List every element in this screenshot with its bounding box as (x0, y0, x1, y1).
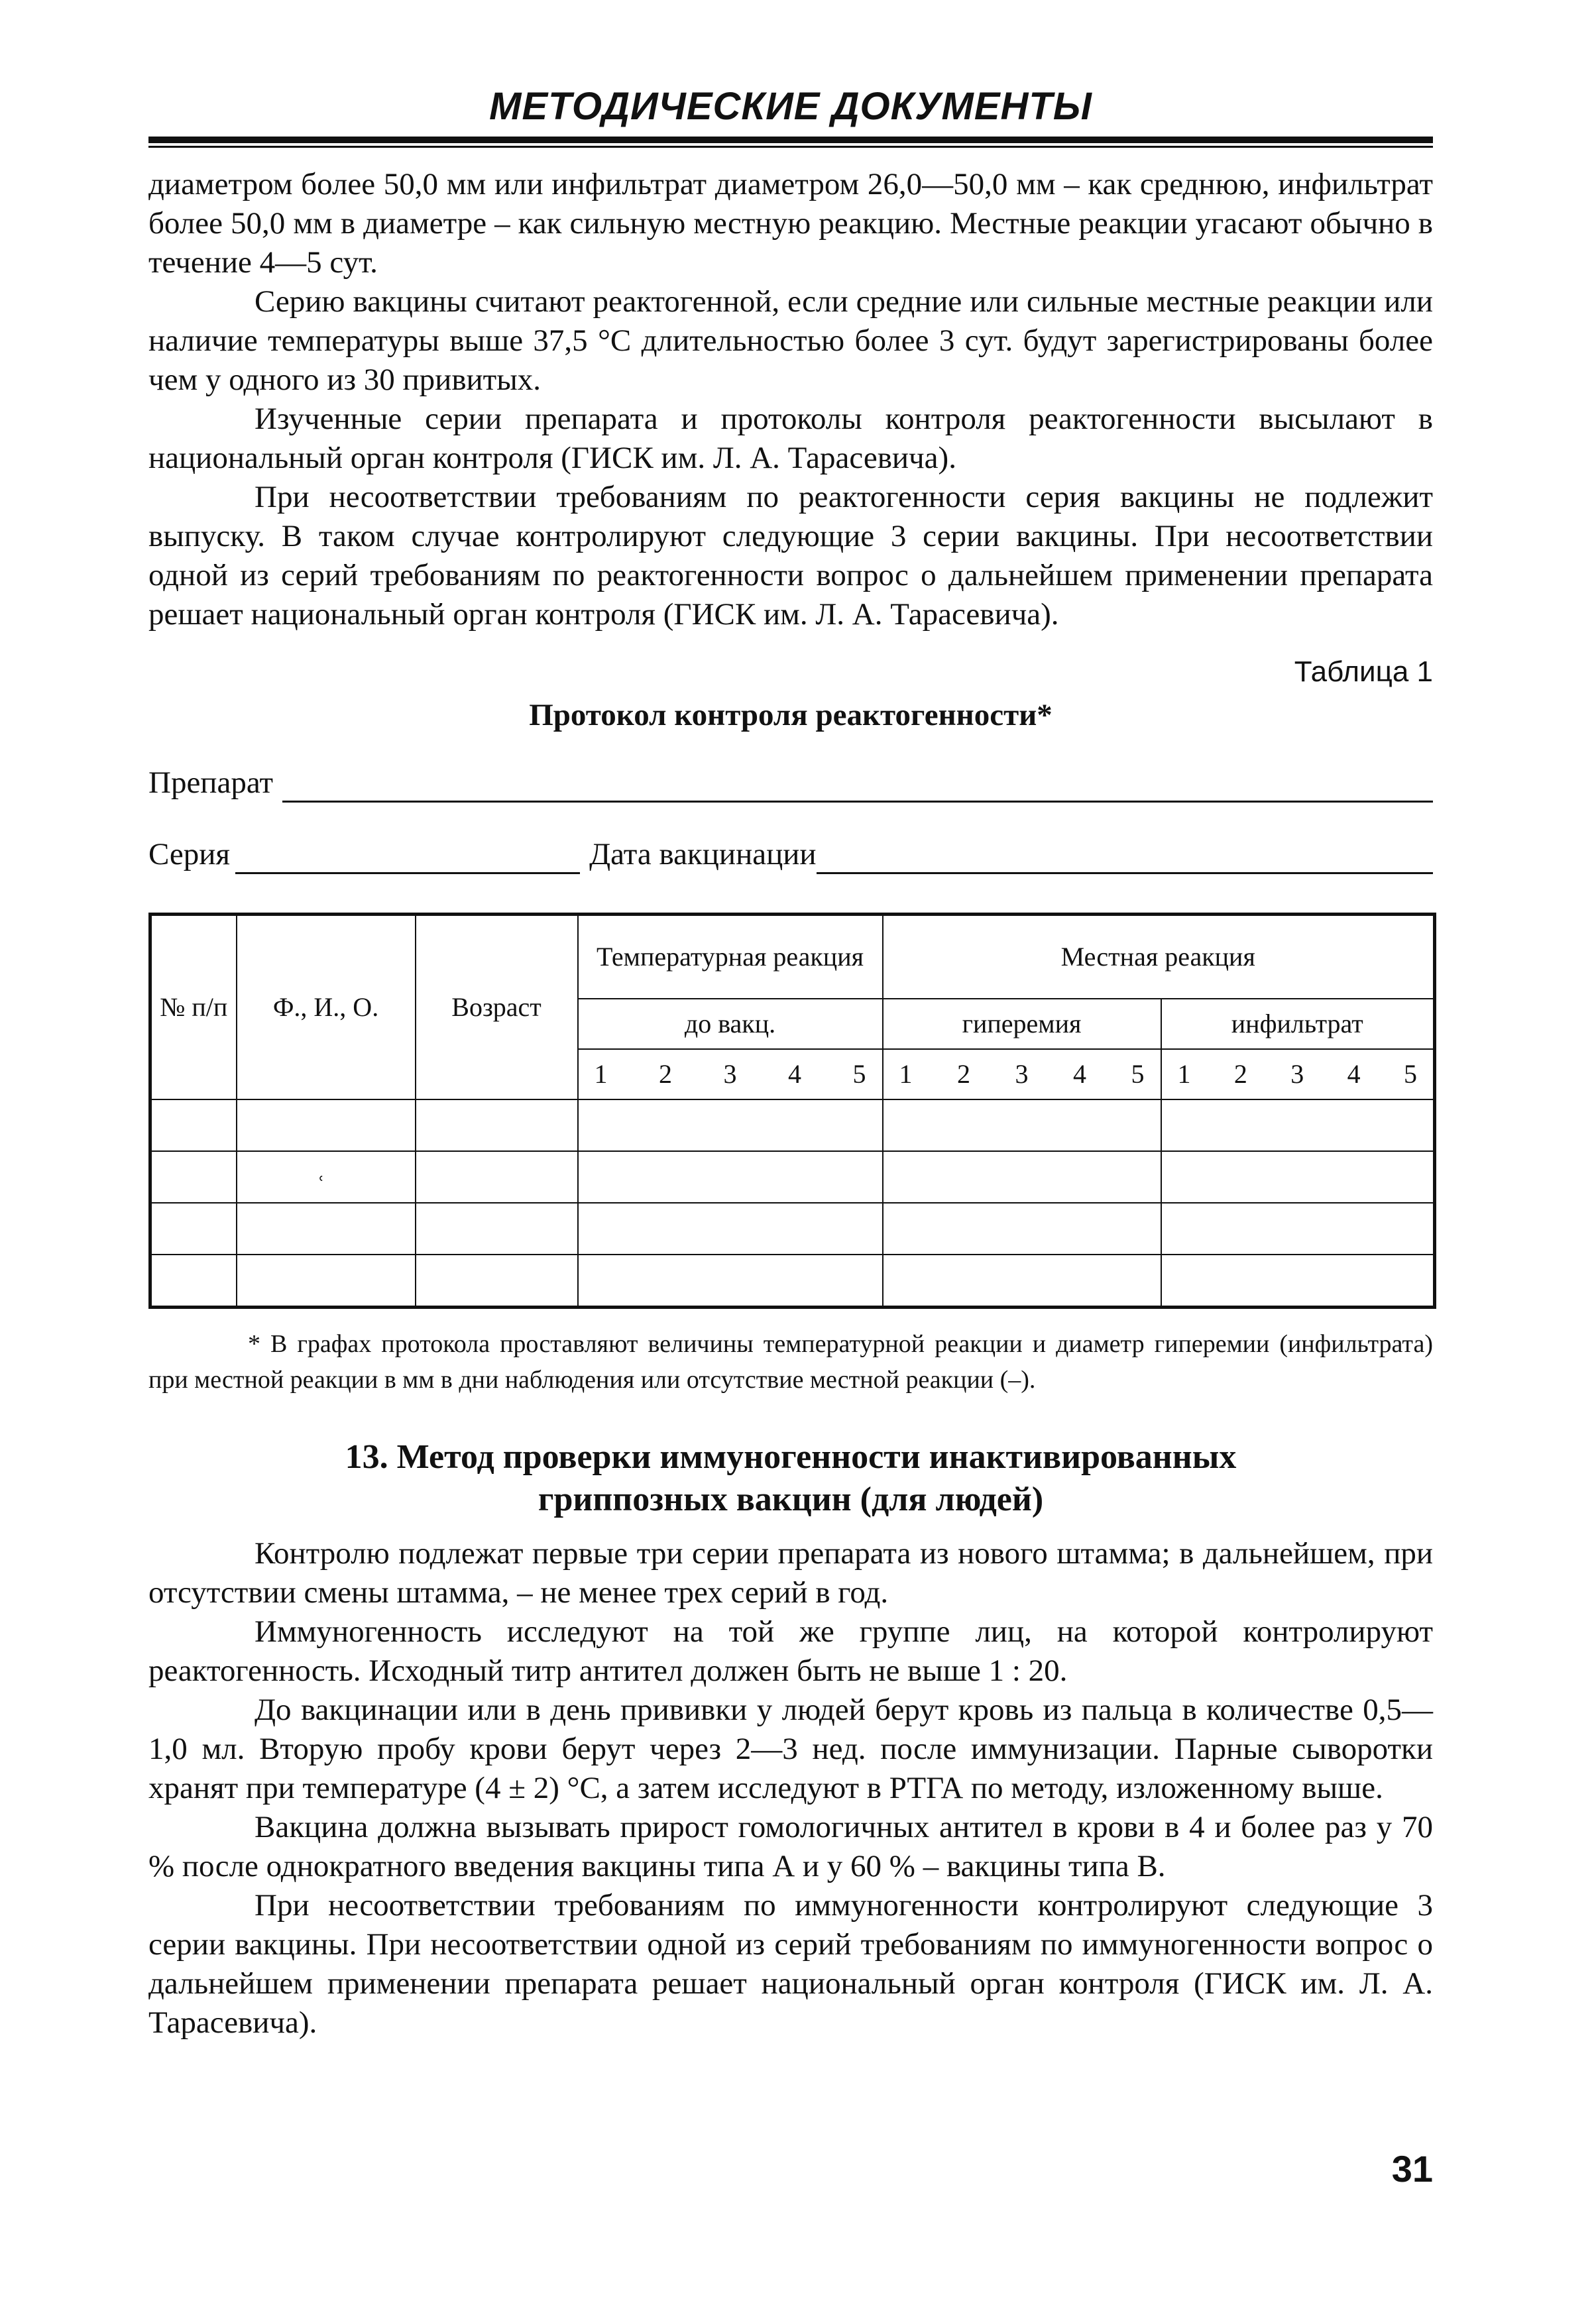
header-infiltrate: инфильтрат (1161, 999, 1435, 1049)
section-title-line1: 13. Метод проверки иммуногенности инактивированных (345, 1438, 1237, 1476)
day-number: 3 (1290, 1059, 1304, 1089)
table-cell (416, 1203, 578, 1255)
header-rule-thin (148, 146, 1433, 148)
paragraph: диаметром более 50,0 мм или инфильтрат диаметром 26,0—50,0 мм – как среднюю, инфильтрат более 50,0 мм в диаметре – как сильную местную реакцию. Местные реакции угасают обычно в течение 4—5 сут. (148, 167, 1433, 280)
stray-mark: ʿ (316, 1171, 325, 1201)
table-cell (150, 1151, 237, 1203)
table-cell (416, 1151, 578, 1203)
table-cell (578, 1099, 883, 1151)
header-hyperemia: гиперемия (883, 999, 1161, 1049)
header-rule (148, 137, 1433, 143)
paragraph: Серию вакцины считают реактогенной, если средние или сильные местные реакции или наличие температуры выше 37,5 °С длительностью более 3 сут. будут зарегистрированы более чем у одного из 30 привитых. (148, 284, 1433, 397)
header-num: № п/п (150, 915, 237, 1100)
day-number: 3 (723, 1059, 737, 1089)
table-cell (237, 1203, 416, 1255)
day-number: 5 (1131, 1059, 1145, 1089)
reactogenicity-protocol-table (148, 913, 1436, 1309)
series-line (148, 834, 1433, 874)
table-cell (883, 1255, 1161, 1308)
running-header: МЕТОДИЧЕСКИЕ ДОКУМЕНТЫ (489, 85, 1092, 128)
table-label: Таблица 1 (1294, 655, 1433, 688)
table-cell (883, 1099, 1161, 1151)
paragraph: Вакцина должна вызывать прирост гомологичных антител в крови в 4 и более раз у 70 % после однократного введения вакцины типа А и у 60 % – вакцины типа В. (148, 1810, 1433, 1883)
days-temp (578, 1049, 883, 1099)
series-blank (235, 840, 580, 874)
table-cell (578, 1203, 883, 1255)
day-number: 2 (957, 1059, 970, 1089)
table-cell (1161, 1255, 1435, 1308)
table-cell (150, 1099, 237, 1151)
table-cell (1161, 1151, 1435, 1203)
days-infiltrate (1161, 1049, 1435, 1099)
paragraph: Изученные серии препарата и протоколы контроля реактогенности высылают в национальный орган контроля (ГИСК им. Л. А. Тарасевича). (148, 402, 1433, 475)
section-heading (148, 1436, 1433, 1521)
days-hyperemia (883, 1049, 1161, 1099)
vaccination-date-label: Дата вакцинации (589, 837, 817, 871)
paragraph: Иммуногенность исследуют на той же группе лиц, на которой контролируют реактогенность. Исходный титр антител должен быть не выше 1 : 20. (148, 1614, 1433, 1688)
table-footnote: * В графах протокола проставляют величины температурной реакции и диаметр гиперемии (инфильтрата) при местной реакции в мм в дни наблюдения или отсутствие местной реакции (–). (148, 1330, 1433, 1394)
preparation-blank (282, 769, 1433, 803)
paragraph: При несоответствии требованиям по иммуногенности контролируют следующие 3 серии вакцины. При несоответствии одной из серий требованиям по иммуногенности вопрос о дальнейшем применении препарата решает национальный орган контроля (ГИСК им. Л. А. Тарасевича). (148, 1888, 1433, 2040)
series-label: Серия (148, 837, 231, 871)
table-cell (237, 1255, 416, 1308)
table-cell (578, 1255, 883, 1308)
table-row (150, 1099, 1435, 1151)
table-cell (883, 1203, 1161, 1255)
section-title-line2: гриппозных вакцин (для людей) (538, 1481, 1044, 1518)
table-title: Протокол контроля реактогенности* (529, 698, 1053, 732)
table-row (150, 1255, 1435, 1308)
day-number: 4 (1347, 1059, 1361, 1089)
day-number: 5 (1404, 1059, 1417, 1089)
header-fio: Ф., И., О. (237, 915, 416, 1100)
header-age: Возраст (416, 915, 578, 1100)
table-cell (1161, 1099, 1435, 1151)
table-cell (883, 1151, 1161, 1203)
header-temperature-reaction: Температурная реакция (578, 915, 883, 999)
table-cell (416, 1099, 578, 1151)
table-cell (416, 1255, 578, 1308)
bottom-text-block (148, 1534, 1433, 2043)
header-local-reaction: Местная реакция (883, 915, 1435, 999)
day-number: 4 (1073, 1059, 1086, 1089)
preparation-label: Препарат (148, 765, 273, 800)
preparation-line (148, 763, 1433, 803)
day-number: 4 (788, 1059, 801, 1089)
paragraph: Контролю подлежат первые три серии препарата из нового штамма; в дальнейшем, при отсутствии смены штамма, – не менее трех серий в год. (148, 1536, 1433, 1610)
table-cell (150, 1255, 237, 1308)
day-number: 1 (899, 1059, 913, 1089)
document-page (148, 80, 1433, 2043)
table-cell (150, 1203, 237, 1255)
table-row (150, 1151, 1435, 1203)
paragraph: При несоответствии требованиям по реактогенности серия вакцины не подлежит выпуску. В таком случае контролируют следующие 3 серии вакцины. При несоответствии одной из серий требованиям по реактогенности вопрос о дальнейшем применении препарата решает национальный орган контроля (ГИСК им. Л. А. Тарасевича). (148, 480, 1433, 632)
table-cell (237, 1151, 416, 1203)
day-number: 1 (594, 1059, 608, 1089)
day-number: 2 (1233, 1059, 1247, 1089)
day-number: 2 (659, 1059, 672, 1089)
day-number: 5 (852, 1059, 866, 1089)
table-cell (237, 1099, 416, 1151)
table-cell (578, 1151, 883, 1203)
top-text-block (148, 165, 1433, 634)
table-row (150, 1203, 1435, 1255)
table-cell (1161, 1203, 1435, 1255)
paragraph: До вакцинации или в день прививки у людей берут кровь из пальца в количестве 0,5—1,0 мл. Вторую пробу крови берут через 2—3 нед. после иммунизации. Парные сыворотки хранят при температуре (4 ± 2) °С, а затем исследуют в РТГА по методу, изложенному выше. (148, 1693, 1433, 1805)
vaccination-date-blank (817, 840, 1433, 874)
day-number: 1 (1177, 1059, 1191, 1089)
day-number: 3 (1015, 1059, 1029, 1089)
page-number: 31 (1391, 2148, 1433, 2190)
header-before-vaccination: до вакц. (578, 999, 883, 1049)
